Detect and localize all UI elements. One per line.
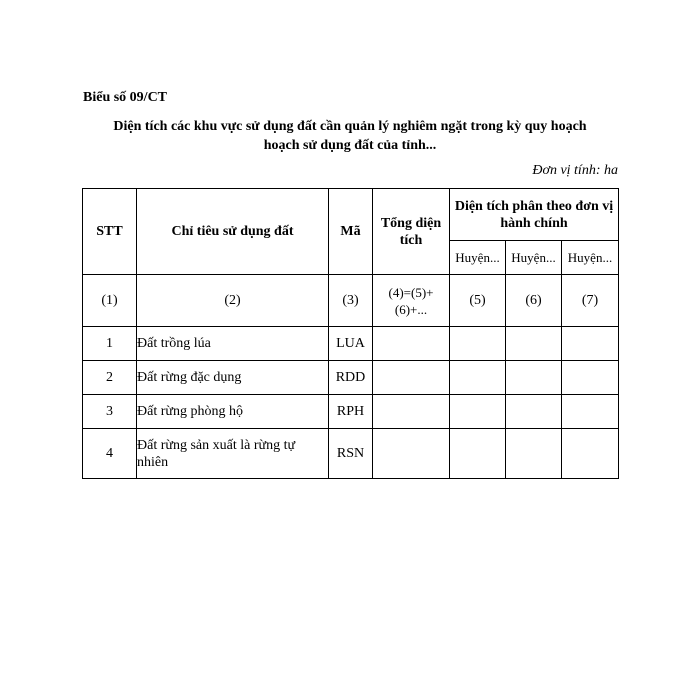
header-indicator: Chỉ tiêu sử dụng đất [137,189,329,275]
title-line-2: hoạch sử dụng đất của tỉnh... [263,138,437,153]
column-number-row [83,275,619,327]
row-stt: 2 [83,361,137,395]
unit-label: Đơn vị tính: ha [532,163,618,178]
table-row [83,395,619,429]
row-stt: 4 [83,429,137,479]
row-district-1 [450,395,506,429]
row-district-1 [450,429,506,479]
title-line-1: Diện tích các khu vực sử dụng đất cần quản lý nghiêm ngặt trong kỳ quy hoạch [113,119,587,134]
row-name: Đất trồng lúa [137,327,329,361]
header-row [83,189,619,241]
row-code: RSN [329,429,373,479]
row-code: LUA [329,327,373,361]
row-code: RPH [329,395,373,429]
colnum-4: (4)=(5)+(6)+... [373,275,450,327]
row-total [373,395,450,429]
row-district-3 [562,395,619,429]
row-name: Đất rừng đặc dụng [137,361,329,395]
land-use-table [82,188,619,479]
row-total [373,429,450,479]
header-district-1: Huyện... [450,241,506,275]
row-district-2 [506,361,562,395]
colnum-3: (3) [329,275,373,327]
row-district-3 [562,361,619,395]
table-row [83,361,619,395]
form-code: Biểu số 09/CT [83,90,168,105]
row-district-3 [562,429,619,479]
page-title [82,117,618,155]
table-row [83,429,619,479]
row-code: RDD [329,361,373,395]
colnum-5: (5) [450,275,506,327]
table-row [83,327,619,361]
row-district-2 [506,327,562,361]
row-district-1 [450,361,506,395]
header-stt: STT [83,189,137,275]
header-district-3: Huyện... [562,241,619,275]
header-code: Mã [329,189,373,275]
colnum-2: (2) [137,275,329,327]
row-district-2 [506,429,562,479]
row-total [373,327,450,361]
colnum-6: (6) [506,275,562,327]
row-name: Đất rừng phòng hộ [137,395,329,429]
row-district-3 [562,327,619,361]
header-by-admin-unit: Diện tích phân theo đơn vị hành chính [450,189,619,241]
row-name: Đất rừng sản xuất là rừng tự nhiên [137,429,329,479]
row-stt: 3 [83,395,137,429]
row-district-1 [450,327,506,361]
colnum-7: (7) [562,275,619,327]
colnum-1: (1) [83,275,137,327]
row-stt: 1 [83,327,137,361]
row-district-2 [506,395,562,429]
row-total [373,361,450,395]
header-total-area: Tổng diện tích [373,189,450,275]
header-district-2: Huyện... [506,241,562,275]
